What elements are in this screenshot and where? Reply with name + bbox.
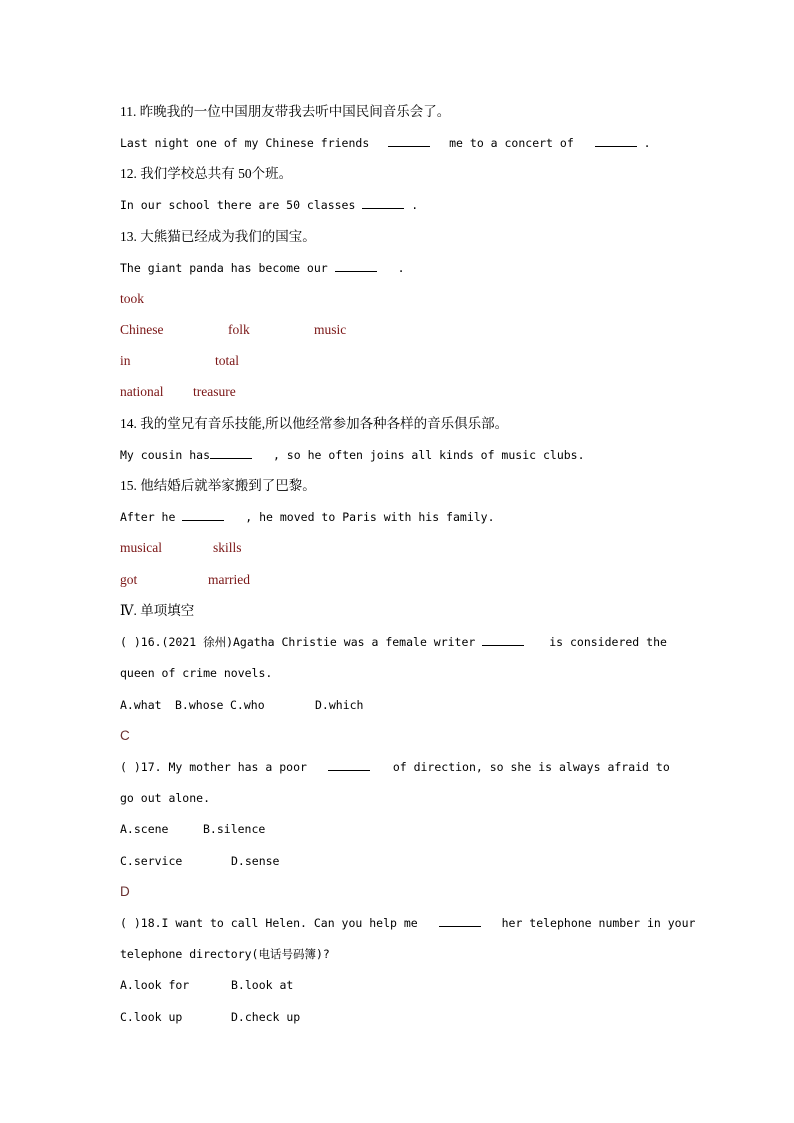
q12-text-b: .: [411, 198, 419, 212]
answer-got: got: [120, 572, 138, 587]
q16-blank[interactable]: [482, 633, 524, 646]
answer-musical: musical: [120, 540, 162, 555]
q17-answer: D: [120, 884, 130, 899]
q13-text-a: The giant panda has become our: [120, 261, 328, 275]
q16-text-b: is considered the: [549, 635, 667, 649]
q18-blank[interactable]: [439, 914, 481, 927]
q13-text-b: .: [397, 261, 405, 275]
answer-folk: folk: [228, 322, 250, 337]
q17-option-c[interactable]: C.service: [120, 854, 183, 868]
q11-text-a: Last night one of my Chinese friends: [120, 136, 370, 150]
q18-text-a: ( )18.I want to call Helen. Can you help me: [120, 916, 418, 930]
q18-line1: [120, 913, 695, 933]
answer-total: total: [215, 353, 239, 368]
q15-blank[interactable]: [182, 508, 224, 521]
q12-english: [120, 195, 418, 215]
q11-blank-1[interactable]: [388, 134, 430, 147]
answer-married: married: [208, 572, 250, 587]
q14-text-b: , so he often joins all kinds of music clubs.: [272, 448, 585, 462]
q17-text-a: ( )17. My mother has a poor: [120, 760, 307, 774]
q13-chinese: 13. 大熊猫已经成为我们的国宝。: [120, 229, 316, 244]
q18-option-a[interactable]: A.look for: [120, 978, 190, 992]
answer-national: national: [120, 384, 164, 399]
q14-english: [120, 445, 585, 465]
q16-option-d[interactable]: D.which: [315, 698, 364, 712]
answer-music: music: [314, 322, 347, 337]
answer-took: took: [120, 291, 145, 306]
section-title: Ⅳ. 单项填空: [120, 603, 195, 618]
q11-chinese: 11. 昨晚我的一位中国朋友带我去听中国民间音乐会了。: [120, 104, 451, 119]
q18-option-d[interactable]: D.check up: [231, 1010, 301, 1024]
q15-chinese: 15. 他结婚后就举家搬到了巴黎。: [120, 478, 316, 493]
q18-line2: telephone directory(电话号码簿)?: [120, 947, 330, 961]
q13-blank[interactable]: [335, 259, 377, 272]
q12-text-a: In our school there are 50 classes: [120, 198, 356, 212]
q18-option-c[interactable]: C.look up: [120, 1010, 183, 1024]
q14-blank[interactable]: [210, 446, 252, 459]
q13-english: [120, 258, 405, 278]
answer-skills: skills: [213, 540, 242, 555]
q14-text-a: My cousin has: [120, 448, 211, 462]
q15-english: [120, 507, 495, 527]
answer-treasure: treasure: [193, 384, 236, 399]
q17-line2: go out alone.: [120, 791, 211, 805]
q16-text-a: ( )16.(2021 徐州)Agatha Christie was a female writer: [120, 635, 476, 649]
q15-text-a: After he: [120, 510, 176, 524]
answer-chinese: Chinese: [120, 322, 164, 337]
q16-line2: queen of crime novels.: [120, 666, 273, 680]
q12-chinese: 12. 我们学校总共有 50个班。: [120, 166, 293, 181]
q11-text-c: .: [643, 136, 651, 150]
q16-line1: [120, 632, 667, 652]
q16-option-a[interactable]: A.what: [120, 698, 162, 712]
q16-answer: C: [120, 728, 130, 743]
q11-text-b: me to a concert of: [449, 136, 574, 150]
q18-option-b[interactable]: B.look at: [231, 978, 294, 992]
q17-line1: [120, 757, 670, 777]
q17-option-d[interactable]: D.sense: [231, 854, 280, 868]
q14-chinese: 14. 我的堂兄有音乐技能,所以他经常参加各种各样的音乐俱乐部。: [120, 416, 509, 431]
q16-option-c[interactable]: C.who: [230, 698, 265, 712]
q16-option-b[interactable]: B.whose: [175, 698, 224, 712]
q11-english: [120, 133, 651, 153]
q15-text-b: , he moved to Paris with his family.: [245, 510, 495, 524]
q11-blank-2[interactable]: [595, 134, 637, 147]
q12-blank[interactable]: [362, 196, 404, 209]
q17-blank[interactable]: [328, 758, 370, 771]
q17-option-b[interactable]: B.silence: [203, 822, 266, 836]
q17-text-b: of direction, so she is always afraid to: [392, 760, 670, 774]
q18-text-b: her telephone number in your: [501, 916, 696, 930]
q17-option-a[interactable]: A.scene: [120, 822, 169, 836]
answer-in: in: [120, 353, 131, 368]
